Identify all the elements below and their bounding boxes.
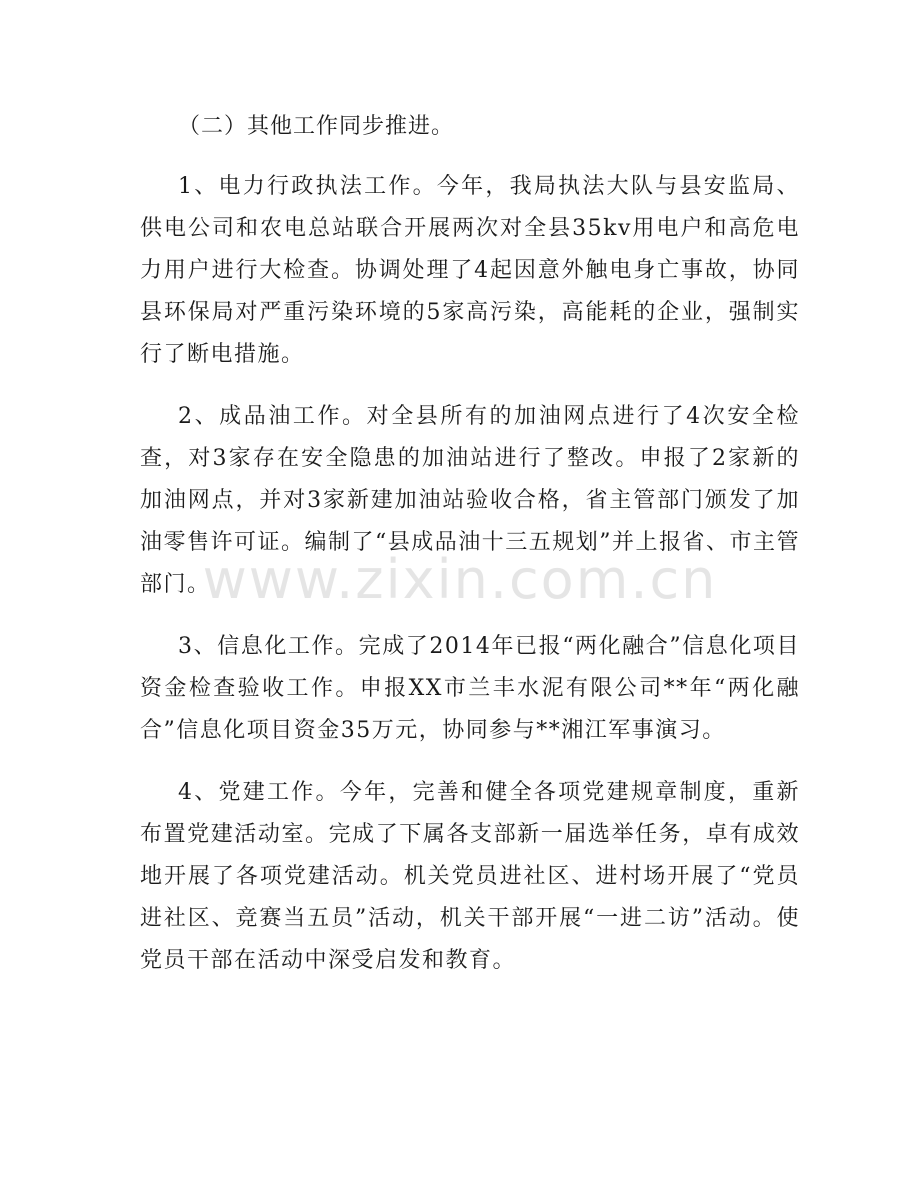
paragraph-informatization: 3、信息化工作。完成了2014年已报“两化融合”信息化项目资金检查验收工作。申报XX市兰丰水泥有限公司**年“两化融合”信息化项目资金35万元，协同参与**湘江军事演习。 (140, 634, 800, 743)
watermark: www.zixin.com.cn (202, 548, 718, 611)
document-body (140, 106, 800, 1002)
paragraph-power-enforcement: 1、电力行政执法工作。今年，我局执法大队与县安监局、供电公司和农电总站联合开展两次对全县35kv用电户和高危电力用户进行大检查。协调处理了4起因意外触电身亡事故，协同县环保局对严重污染环境的5家高污染，高能耗的企业，强制实行了断电措施。 (140, 174, 800, 367)
section-heading: （二）其他工作同步推进。 (178, 114, 455, 139)
paragraph-party-building: 4、党建工作。今年，完善和健全各项党建规章制度，重新布置党建活动室。完成了下属各支部新一届选举任务，卓有成效地开展了各项党建活动。机关党员进社区、进村场开展了“党员进社区、竞赛当五员”活动，机关干部开展“一进二访”活动。使党员干部在活动中深受启发和教育。 (140, 780, 800, 973)
paragraph-refined-oil: 2、成品油工作。对全县所有的加油网点进行了4次安全检查，对3家存在安全隐患的加油站进行了整改。申报了2家新的加油网点，并对3家新建加油站验收合格，省主管部门颁发了加油零售许可证。编制了“县成品油十三五规划”并上报省、市主管部门。 (140, 404, 800, 597)
